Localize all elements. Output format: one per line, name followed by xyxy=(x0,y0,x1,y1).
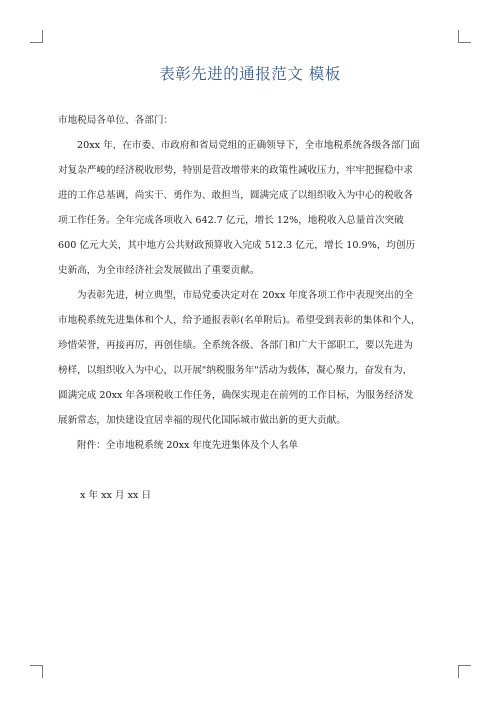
crop-mark-top-left xyxy=(30,30,43,43)
paragraph-1-line: 史新高，为全市经济社会发展做出了重要贡献。 xyxy=(58,265,260,276)
crop-mark-bottom-left xyxy=(30,665,43,678)
attachment-note: 附件：全市地税系统 20xx 年度先进集体及个人名单 xyxy=(77,440,299,451)
paragraph-2 xyxy=(58,283,443,433)
spacer xyxy=(58,458,443,483)
paragraph-1 xyxy=(58,133,443,283)
salutation: 市地税局各单位、各部门： xyxy=(58,115,174,126)
paragraph-2-line: 榜样，以组织收入为中心，以开展"纳税服务年"活动为载体，凝心聚力，奋发有为， xyxy=(58,365,413,376)
paragraph-2-line: 市地税系统先进集体和个人，给予通报表彰(名单附后)。希望受到表彰的集体和个人， xyxy=(58,315,421,326)
document-title: 表彰先进的通报范文 模板 xyxy=(159,65,341,83)
paragraph-1-line: 进的工作总基调，尚实干、勇作为、敢担当，圆满完成了以组织收入为中心的税收各 xyxy=(58,190,413,201)
crop-mark-top-right xyxy=(458,30,471,43)
paragraph-2-line: 珍惜荣誉，再接再厉，再创佳绩。全系统各级、各部门和广大干部职工，要以先进为 xyxy=(58,340,413,351)
paragraph-2-line: 展新常态，加快建设宜居幸福的现代化国际城市做出新的更大贡献。 xyxy=(58,415,346,426)
paragraph-2-line: 圆满完成 20xx 年各项税收工作任务，确保实现走在前列的工作目标，为服务经济发 xyxy=(58,390,414,401)
paragraph-2-line: 为表彰先进，树立典型，市局党委决定对在 20xx 年度各项工作中表现突出的全 xyxy=(77,290,414,301)
crop-mark-bottom-right xyxy=(458,665,471,678)
paragraph-1-line: 对复杂严峻的经济税收形势，特别是营改增带来的政策性减收压力，牢牢把握稳中求 xyxy=(58,165,413,176)
document-body xyxy=(58,108,443,508)
paragraph-1-line: 600 亿元大关，其中地方公共财政预算收入完成 512.3 亿元，增长 10.9%，均创历 xyxy=(58,240,416,251)
document-date: x 年 xx 月 xx 日 xyxy=(80,490,152,501)
paragraph-1-line: 项工作任务。全年完成各项收入 642.7 亿元，增长 12%，地税收入总量首次突破 xyxy=(58,215,404,226)
paragraph-1-line: 20xx 年，在市委、市政府和省局党组的正确领导下，全市地税系统各级各部门面 xyxy=(77,140,420,151)
